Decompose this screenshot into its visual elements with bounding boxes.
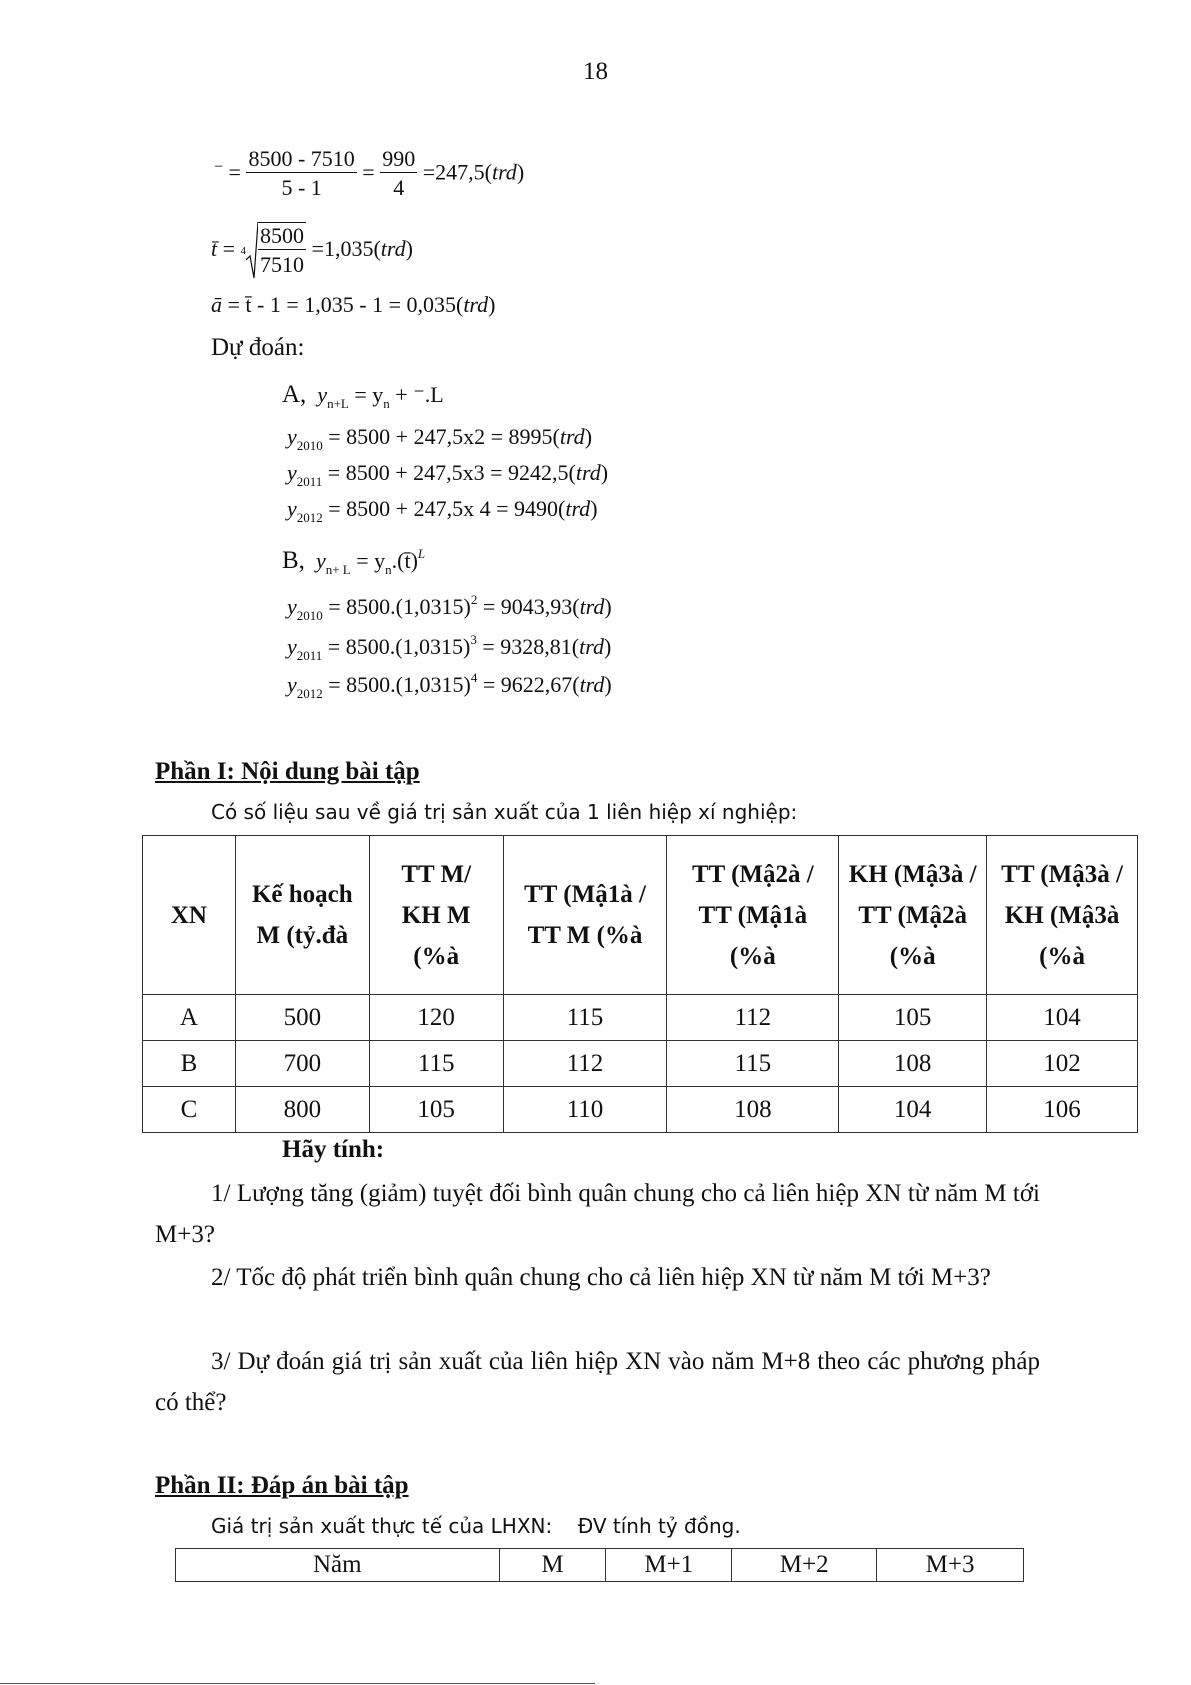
header-m1: M+1 — [606, 1549, 732, 1582]
method-a-line-2010: $y_{2010} = 8500 + 247,5x2 = 8995(trd)$ — [287, 424, 593, 453]
question-3: 3/ Dự đoán giá trị sản xuất của liên hiệp XN vào năm M+8 theo các phương pháp có thể? — [155, 1348, 1040, 1416]
table-row: C 800 105 110 108 104 106 — [143, 1087, 1138, 1133]
du-doan-label: Dự đoán: — [211, 334, 305, 361]
header-tt-m1: TT (Mậ1à / TT M (%à — [503, 836, 667, 995]
header-kh-m3: KH (Mậ3à / TT (Mậ2à (%à — [839, 836, 987, 995]
method-a-line-2012: $y_{2012} = 8500 + 247,5x$ 4 = 9490(trd) — [287, 496, 598, 525]
part2-heading: Phần II: Đáp án bài tập — [155, 1472, 409, 1499]
actual-value-table — [175, 1548, 1024, 1582]
method-b-line-2011: $y_{2011} = 8500.(1,0315)^3 = 9328,81(trd)$ — [287, 632, 612, 663]
part1-intro: Có số liệu sau về giá trị sản xuất của 1 liên hiệp xí nghiệp: — [211, 800, 798, 824]
table-row: A 500 120 115 112 105 104 — [143, 995, 1138, 1041]
header-tt-m-kh-m: TT M/ KH M (%à — [369, 836, 503, 995]
header-tt-m2: TT (Mậ2à / TT (Mậ1à (%à — [667, 836, 839, 995]
page-number: 18 — [583, 58, 608, 85]
footer-divider — [0, 1683, 595, 1684]
part1-heading: Phần I: Nội dung bài tập — [155, 758, 420, 785]
unit-note: ĐV tính tỷ đồng. — [577, 1514, 741, 1538]
header-tt-m3: TT (Mậ3à / KH (Mậ3à (%à — [987, 836, 1138, 995]
header-nam: Năm — [176, 1549, 500, 1582]
table-header-row — [143, 836, 1138, 995]
method-a-formula: A, $y_{n+L} = y_n + ^-.L$ — [282, 381, 444, 411]
fraction-2: $\frac{990}{4}$ — [382, 146, 416, 200]
radical-sign-icon — [246, 222, 258, 280]
header-ke-hoach: Kế hoạch M (tỷ.đà — [235, 836, 369, 995]
header-m3: M+3 — [877, 1549, 1024, 1582]
formula-delta-bar: − = $\frac{8500 - 7510}{5 - 1}$ = $\frac{990}{4}$ =247,5(trd) — [214, 146, 524, 203]
formula-t-bar: t̄ = 4 $\frac{8500}{7510}$ =1,035(trd) — [211, 222, 413, 280]
production-table — [142, 835, 1138, 1133]
method-b-line-2010: $y_{2010} = 8500.(1,0315)^2 = 9043,93(trd)$ — [287, 592, 612, 623]
fraction-1: $\frac{8500 - 7510}{5 - 1}$ — [248, 146, 355, 200]
table-row: B 700 115 112 115 108 102 — [143, 1041, 1138, 1087]
header-m: M — [499, 1549, 606, 1582]
hay-tinh-label: Hãy tính: — [282, 1136, 385, 1163]
method-a-line-2011: $y_{2011} = 8500 + 247,5x3 = 9242,5(trd)$ — [287, 460, 609, 489]
header-xn: XN — [143, 836, 236, 995]
part2-intro: Giá trị sản xuất thực tế của LHXN: ĐV tính tỷ đồng. — [211, 1514, 741, 1538]
method-b-formula: B, $y_{n+ L}$ = $y_n.(t̄)^L$ — [282, 546, 426, 577]
delta-symbol: − — [214, 158, 224, 176]
fourth-root: 4 $\frac{8500}{7510}$ — [241, 222, 307, 280]
header-m2: M+2 — [732, 1549, 877, 1582]
question-1: 1/ Lượng tăng (giảm) tuyệt đối bình quân chung cho cả liên hiệp XN từ năm M tới M+3? — [155, 1180, 1040, 1248]
question-2: 2/ Tốc độ phát triển bình quân chung cho cả liên hiệp XN từ năm M tới M+3? — [211, 1264, 991, 1291]
formula-a-bar: ā = t̄ - 1 = 1,035 - 1 = 0,035(trd) — [211, 292, 496, 317]
method-b-line-2012: $y_{2012} = 8500.(1,0315)^4 = 9622,67(trd)$ — [287, 670, 612, 701]
table-header-row — [176, 1549, 1024, 1582]
